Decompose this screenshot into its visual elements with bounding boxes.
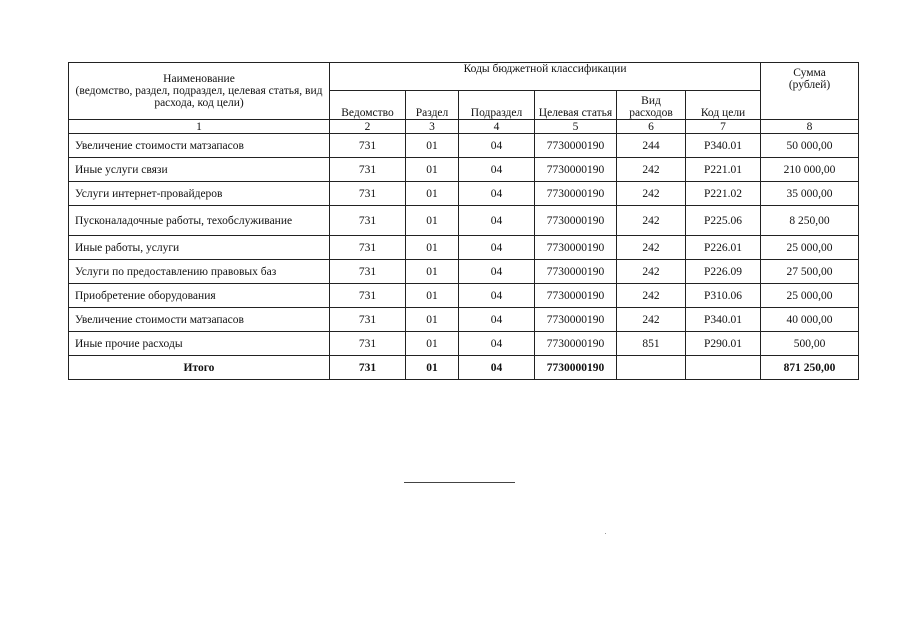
column-number: 2	[330, 120, 406, 134]
cell-name: Пусконаладочные работы, техобслуживание	[69, 206, 330, 236]
cell-exp-type: 242	[617, 206, 686, 236]
separator-line	[404, 482, 515, 483]
header-exp-type: Вид расходов	[617, 91, 686, 120]
cell-dept: 731	[330, 236, 406, 260]
cell-goal: Р290.01	[686, 332, 761, 356]
cell-goal: Р221.02	[686, 182, 761, 206]
table-row	[69, 134, 859, 158]
column-number: 3	[406, 120, 459, 134]
budget-table	[68, 62, 859, 380]
column-number: 8	[761, 120, 859, 134]
cell-section: 01	[406, 332, 459, 356]
column-number: 5	[535, 120, 617, 134]
cell-exp-type: 242	[617, 236, 686, 260]
column-number: 4	[459, 120, 535, 134]
cell-name: Иные работы, услуги	[69, 236, 330, 260]
cell-exp-type: 242	[617, 308, 686, 332]
cell-exp-type: 242	[617, 158, 686, 182]
cell-name: Услуги интернет-провайдеров	[69, 182, 330, 206]
cell-sum: 500,00	[761, 332, 859, 356]
cell-sum: 8 250,00	[761, 206, 859, 236]
table-row	[69, 332, 859, 356]
cell-target: 7730000190	[535, 308, 617, 332]
cell-sum: 25 000,00	[761, 236, 859, 260]
total-row	[69, 356, 859, 380]
column-number: 1	[69, 120, 330, 134]
cell-dept: 731	[330, 182, 406, 206]
scan-speck	[605, 533, 606, 534]
cell-subsection: 04	[459, 206, 535, 236]
total-subsection: 04	[459, 356, 535, 380]
cell-goal: Р340.01	[686, 134, 761, 158]
table-row	[69, 236, 859, 260]
table-row	[69, 284, 859, 308]
cell-exp-type: 242	[617, 260, 686, 284]
total-target: 7730000190	[535, 356, 617, 380]
cell-dept: 731	[330, 332, 406, 356]
cell-name: Иные услуги связи	[69, 158, 330, 182]
column-number: 7	[686, 120, 761, 134]
cell-exp-type: 851	[617, 332, 686, 356]
cell-section: 01	[406, 284, 459, 308]
table-row	[69, 158, 859, 182]
cell-target: 7730000190	[535, 332, 617, 356]
cell-name: Услуги по предоставлению правовых баз	[69, 260, 330, 284]
header-name: Наименование (ведомство, раздел, подраздел, целевая статья, вид расхода, код цели)	[69, 63, 330, 120]
cell-sum: 27 500,00	[761, 260, 859, 284]
cell-section: 01	[406, 236, 459, 260]
cell-name: Увеличение стоимости матзапасов	[69, 134, 330, 158]
cell-target: 7730000190	[535, 158, 617, 182]
cell-subsection: 04	[459, 182, 535, 206]
cell-section: 01	[406, 182, 459, 206]
cell-exp-type: 244	[617, 134, 686, 158]
cell-exp-type: 242	[617, 182, 686, 206]
cell-section: 01	[406, 260, 459, 284]
header-codes-group: Коды бюджетной классификации	[330, 63, 761, 91]
header-section: Раздел	[406, 91, 459, 120]
cell-target: 7730000190	[535, 260, 617, 284]
table-row	[69, 308, 859, 332]
cell-subsection: 04	[459, 308, 535, 332]
cell-goal: Р226.09	[686, 260, 761, 284]
total-sum: 871 250,00	[761, 356, 859, 380]
cell-target: 7730000190	[535, 284, 617, 308]
cell-section: 01	[406, 308, 459, 332]
total-dept: 731	[330, 356, 406, 380]
cell-goal: Р226.01	[686, 236, 761, 260]
cell-section: 01	[406, 134, 459, 158]
column-number: 6	[617, 120, 686, 134]
total-section: 01	[406, 356, 459, 380]
header-subsection: Подраздел	[459, 91, 535, 120]
cell-subsection: 04	[459, 284, 535, 308]
cell-subsection: 04	[459, 158, 535, 182]
header-goal: Код цели	[686, 91, 761, 120]
cell-target: 7730000190	[535, 206, 617, 236]
cell-goal: Р225.06	[686, 206, 761, 236]
cell-name: Приобретение оборудования	[69, 284, 330, 308]
table-row	[69, 260, 859, 284]
table-row	[69, 206, 859, 236]
column-numbers-row	[69, 120, 859, 134]
total-goal	[686, 356, 761, 380]
cell-dept: 731	[330, 158, 406, 182]
cell-section: 01	[406, 158, 459, 182]
cell-sum: 25 000,00	[761, 284, 859, 308]
cell-subsection: 04	[459, 236, 535, 260]
header-dept: Ведомство	[330, 91, 406, 120]
cell-sum: 40 000,00	[761, 308, 859, 332]
cell-name: Иные прочие расходы	[69, 332, 330, 356]
cell-dept: 731	[330, 284, 406, 308]
cell-goal: Р310.06	[686, 284, 761, 308]
cell-subsection: 04	[459, 260, 535, 284]
cell-goal: Р221.01	[686, 158, 761, 182]
cell-sum: 35 000,00	[761, 182, 859, 206]
cell-sum: 50 000,00	[761, 134, 859, 158]
cell-name: Увеличение стоимости матзапасов	[69, 308, 330, 332]
cell-target: 7730000190	[535, 182, 617, 206]
cell-dept: 731	[330, 134, 406, 158]
total-exp-type	[617, 356, 686, 380]
cell-goal: Р340.01	[686, 308, 761, 332]
cell-dept: 731	[330, 206, 406, 236]
cell-subsection: 04	[459, 134, 535, 158]
cell-sum: 210 000,00	[761, 158, 859, 182]
cell-target: 7730000190	[535, 134, 617, 158]
cell-dept: 731	[330, 308, 406, 332]
header-target: Целевая статья	[535, 91, 617, 120]
cell-exp-type: 242	[617, 284, 686, 308]
cell-section: 01	[406, 206, 459, 236]
total-label: Итого	[69, 356, 330, 380]
cell-target: 7730000190	[535, 236, 617, 260]
table-row	[69, 182, 859, 206]
header-sum: Сумма (рублей)	[761, 63, 859, 120]
cell-subsection: 04	[459, 332, 535, 356]
cell-dept: 731	[330, 260, 406, 284]
